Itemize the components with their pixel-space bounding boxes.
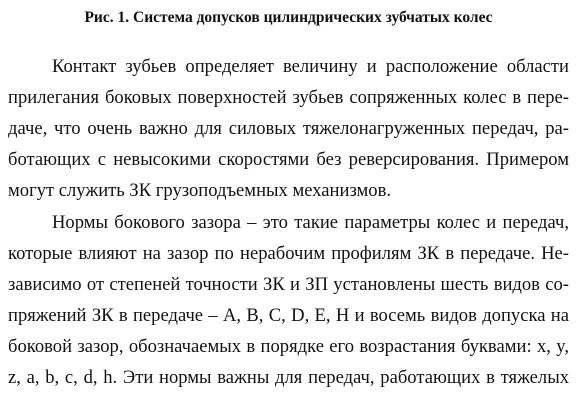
text-line: Контакт зубьев определяет величину и расположение области: [52, 56, 569, 77]
text-line: даче, что очень важно для силовых тяжелонагруженных передач, ра-: [8, 118, 569, 139]
figure-caption: Рис. 1. Система допусков цилиндрических зубчатых колес: [84, 9, 493, 26]
text-line: z, a, b, c, d, h. Эти нормы важны для передач, работающих в тяжелых: [8, 367, 569, 388]
paragraph-backlash: [8, 207, 569, 393]
text-line: боковой зазор, обозначаемых в порядке его возрастания буквами: x, y,: [8, 336, 569, 357]
text-line: могут служить ЗК грузоподъемных механизмов.: [8, 180, 392, 201]
text-line: зависимо от степеней точности ЗК и ЗП установлены шесть видов со-: [8, 274, 569, 295]
text-line: прилегания боковых поверхностей зубьев сопряженных колес в пере-: [8, 87, 569, 108]
text-line: Нормы бокового зазора – это такие параметры колес и передач,: [52, 212, 569, 233]
text-line: ботающих с невысокими скоростями без реверсирования. Примером: [8, 149, 569, 170]
text-line: пряжений ЗК в передаче – A, B, C, D, E, H и восемь видов допуска на: [8, 305, 569, 326]
text-line: которые влияют на зазор по нерабочим профилям ЗК в передаче. Не-: [8, 243, 569, 264]
paragraph-contact: [8, 51, 569, 206]
